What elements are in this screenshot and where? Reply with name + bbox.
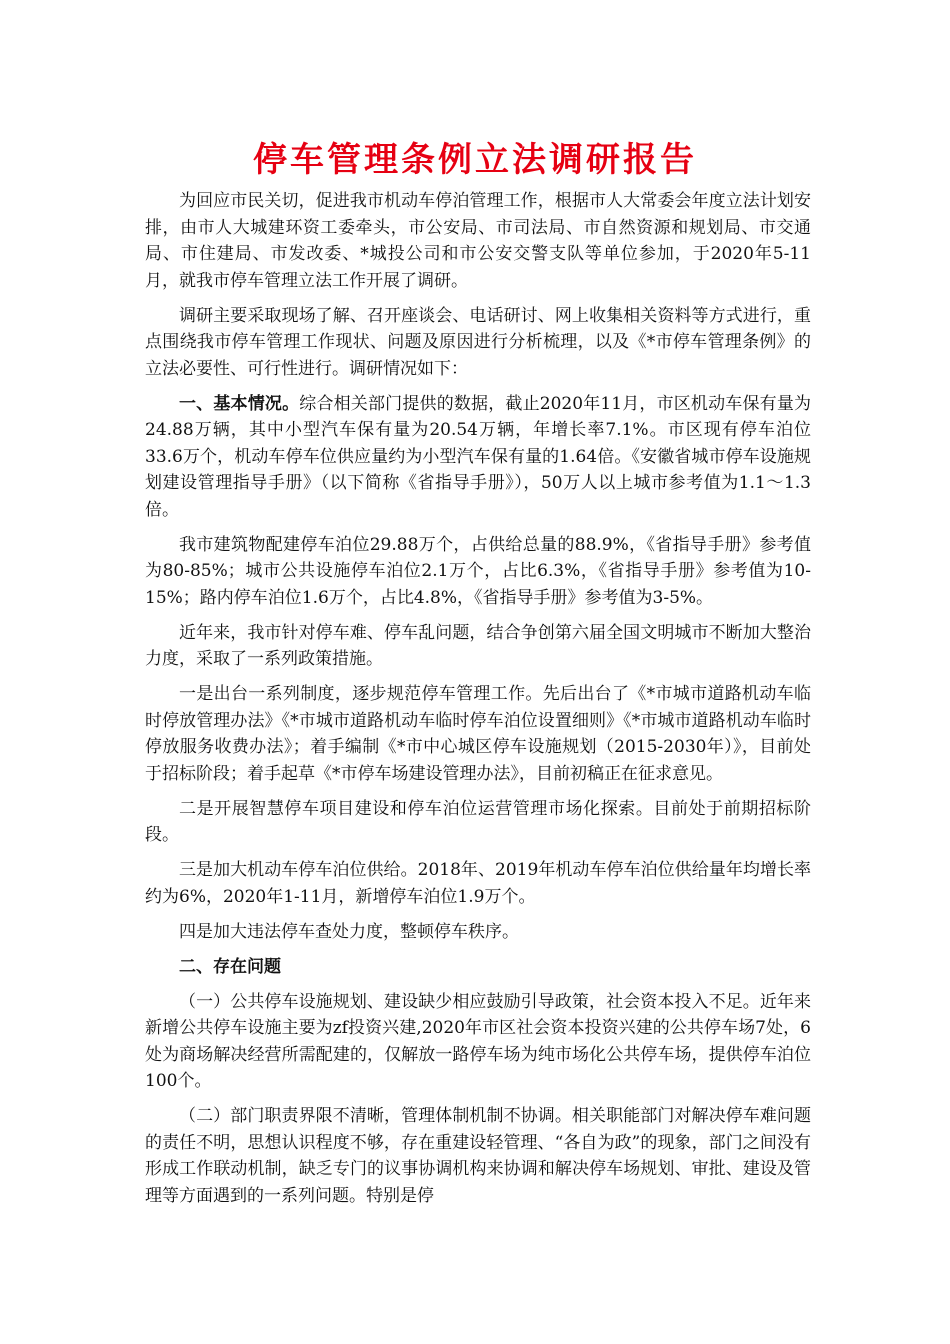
paragraph-text: 为回应市民关切，促进我市机动车停泊管理工作，根据市人大常委会年度立法计划安排，由市人大城建环资工委牵头，市公安局、市司法局、市自然资源和规划局、市交通局、市住建局、市发改委、*城投公司和市公安交警支队等单位参加，于2020年5-11月，就我市停车管理立法工作开展了调研。	[145, 191, 811, 291]
paragraph-measure-1	[145, 681, 811, 787]
paragraph-text: 四是加大违法停车查处力度，整顿停车秩序。	[179, 921, 519, 942]
paragraph-measure-4	[145, 919, 811, 946]
paragraph-text: 综合相关部门提供的数据，截止2020年11月，市区机动车保有量为24.88万辆，其中小型汽车保有量为20.54万辆，年增长率7.1%。市区现有停车泊位33.6万个，机动车停车位供应量约为小型汽车保有量的1.64倍。《安徽省城市停车设施规划建设管理指导手册》（以下简称《省指导手册》），50万人以上城市参考值为1.1～1.3倍。	[145, 393, 811, 520]
paragraph-measure-2	[145, 796, 811, 849]
document-title: 停车管理条例立法调研报告	[253, 140, 697, 180]
paragraph-text: 近年来，我市针对停车难、停车乱问题，结合争创第六届全国文明城市不断加大整治力度，采取了一系列政策措施。	[145, 622, 811, 669]
paragraph-basic-situation	[145, 391, 811, 524]
section-heading-basic: 一、基本情况。	[179, 393, 300, 414]
paragraph-intro	[145, 188, 811, 294]
paragraph-text: 一是出台一系列制度，逐步规范停车管理工作。先后出台了《*市城市道路机动车临时停放管理办法》《*市城市道路机动车临时停车泊位设置细则》《*市城市道路机动车临时停放服务收费办法》；着手编制《*市中心城区停车设施规划（2015-2030年）》，目前处于招标阶段；着手起草《*市停车场建设管理办法》，目前初稿正在征求意见。	[145, 684, 811, 784]
paragraph-problem-1: （一）公共停车设施规划、建设缺少相应鼓励引导政策，社会资本投入不足。近年来新增公共停车设施主要为zf投资兴建,2020年市区社会资本投资兴建的公共停车场7处，6处为商场解决经营所需配建的，仅解放一路停车场为纯市场化公共停车场，提供停车泊位100个。	[145, 991, 811, 1091]
paragraph-measure-3	[145, 857, 811, 910]
section-heading-problems: 二、存在问题	[179, 956, 281, 977]
paragraph-parking-supply	[145, 532, 811, 612]
paragraph-text: 二是开展智慧停车项目建设和停车泊位运营管理市场化探索。目前处于前期招标阶段。	[145, 798, 811, 845]
paragraph-text: 我市建筑物配建停车泊位29.88万个，占供给总量的88.9%，《省指导手册》参考值为80-85%；城市公共设施停车泊位2.1万个，占比6.3%，《省指导手册》参考值为10-15%；路内停车泊位1.6万个，占比4.8%，《省指导手册》参考值为3-5%。	[145, 534, 811, 608]
paragraph-recent-years	[145, 620, 811, 673]
paragraph-text: 调研主要采取现场了解、召开座谈会、电话研讨、网上收集相关资料等方式进行，重点围绕我市停车管理工作现状、问题及原因进行分析梳理，以及《*市停车管理条例》的立法必要性、可行性进行。调研情况如下：	[145, 305, 811, 379]
document-body	[145, 188, 811, 1218]
paragraph-problem-2: （二）部门职责界限不清晰，管理体制机制不协调。相关职能部门对解决停车难问题的责任不明，思想认识程度不够，存在重建设轻管理、“各自为政”的现象，部门之间没有形成工作联动机制，缺乏专门的议事协调机构来协调和解决停车场规划、审批、建设及管理等方面遇到的一系列问题。特别是停	[145, 1106, 811, 1206]
paragraph-method	[145, 303, 811, 383]
paragraph-text: 三是加大机动车停车泊位供给。2018年、2019年机动车停车泊位供给量年均增长率约为6%，2020年1-11月，新增停车泊位1.9万个。	[145, 860, 811, 907]
